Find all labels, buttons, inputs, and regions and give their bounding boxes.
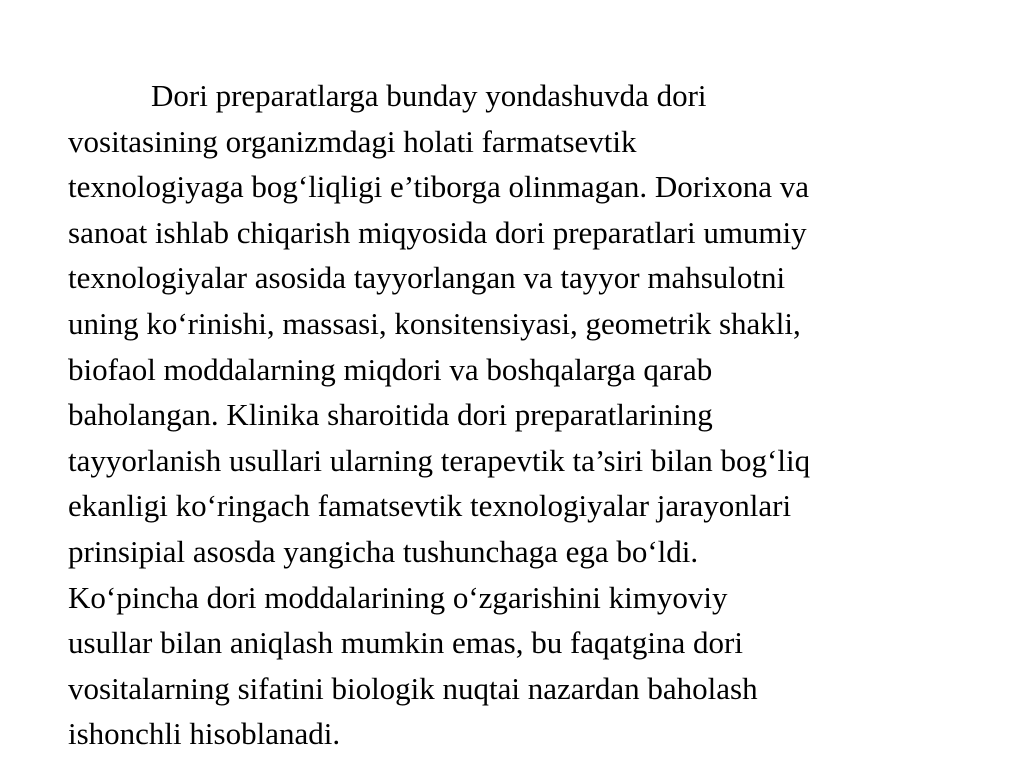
- text-line: Dori preparatlarga bunday yondashuvda dori: [151, 78, 707, 113]
- text-line: texnologiyalar asosida tayyorlangan va tayyor mahsulotni: [68, 260, 786, 296]
- text-line: usullar bilan aniqlash mumkin emas, bu faqatgina dori: [68, 625, 743, 661]
- text-line: ekanligi ko‘ringach famatsevtik texnologiyalar jarayonlari: [68, 488, 792, 524]
- text-line: sanoat ishlab chiqarish miqyosida dori preparatlari umumiy: [68, 214, 807, 250]
- text-line: Ko‘pincha dori moddalarining o‘zgarishini kimyoviy: [68, 579, 728, 615]
- text-line: biofaol moddalarning miqdori va boshqalarga qarab: [68, 351, 713, 387]
- text-line: vositalarning sifatini biologik nuqtai nazardan baholash: [68, 670, 758, 706]
- text-line: baholangan. Klinika sharoitida dori preparatlarining: [68, 397, 713, 433]
- text-line: texnologiyaga bog‘liqligi e’tiborga olinmagan. Dorixona va: [68, 169, 809, 205]
- text-line: uning ko‘rinishi, massasi, konsitensiyasi, geometrik shakli,: [68, 305, 801, 341]
- text-line: vositasining organizmdagi holati farmatsevtik: [68, 123, 637, 159]
- text-line: prinsipial asosda yangicha tushunchaga ega bo‘ldi.: [68, 533, 699, 569]
- body-text: [68, 73, 1008, 757]
- text-line: tayyorlanish usullari ularning terapevtik ta’siri bilan bog‘liq: [68, 442, 811, 478]
- text-line: ishonchli hisoblanadi.: [68, 716, 341, 752]
